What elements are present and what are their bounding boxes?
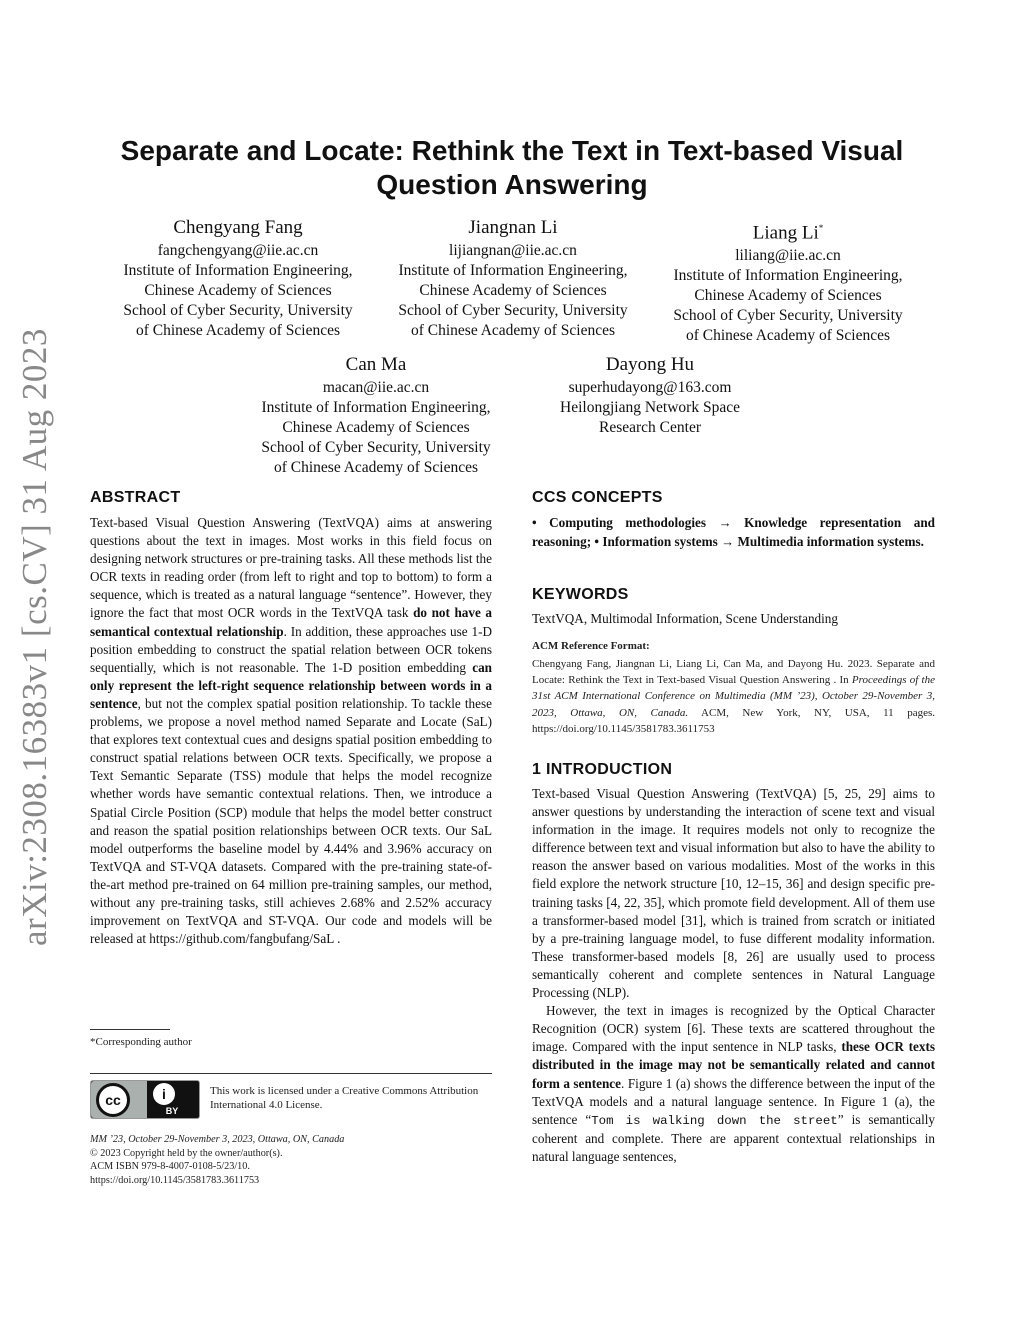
author-name-text: Liang Li xyxy=(752,222,819,244)
acm-ref-text: ACM, New York, NY, USA, 11 pages. https://doi.org/10.1145/3581783.3611753 xyxy=(532,706,936,735)
acm-ref-heading: ACM Reference Format: xyxy=(532,640,650,652)
author-affiliation: School of Cyber Security, University xyxy=(398,302,628,319)
footnote: *Corresponding author xyxy=(90,1036,192,1048)
author-affiliation: Chinese Academy of Sciences xyxy=(419,282,607,299)
intro-text: ” is semantically coherent and complete. There are apparent contextual relationships in natural language sentences, xyxy=(532,1111,935,1164)
cc-icon: cc xyxy=(96,1083,130,1117)
author-affiliation: Chinese Academy of Sciences xyxy=(282,419,470,436)
author-name: Can Ma xyxy=(345,354,407,375)
author-block xyxy=(98,216,378,341)
author-affiliation: of Chinese Academy of Sciences xyxy=(273,459,479,476)
author-email[interactable]: superhudayong@163.com xyxy=(568,379,732,396)
author-affiliation: of Chinese Academy of Sciences xyxy=(685,327,891,345)
author-affiliation: Institute of Information Engineering, xyxy=(673,267,903,285)
footnote-rule xyxy=(90,1029,170,1030)
keywords-heading: KEYWORDS xyxy=(532,586,629,603)
acm-reference xyxy=(532,656,935,737)
author-affiliation: Chinese Academy of Sciences xyxy=(694,287,882,305)
by-label: BY xyxy=(165,1106,179,1116)
abstract-text: , but not the complex spatial position relationship. To tackle these problems, we propose a novel method named Separate and Locate (SaL) that explores text contextual cues and designs spatial position embedding to construct spatial relations between OCR texts. Specifically, we propose a Text Semantic Separate (TSS) module that helps the model recognize whether words have semantic contextual relations. Then, we introduce a Spatial Circle Position (SCP) module that helps the model better construct and reason the spatial position relationships between OCR texts. Our SaL model outperforms the baseline model by 4.44% and 3.96% accuracy on TextVQA and ST-VQA datasets. Compared with the pre-training state-of-the-art method pre-trained on 64 million pre-training samples, our method, without any pre-training tasks, still achieves 2.68% and 2.52% accuracy improvement on TextVQA and ST-VQA. Our code and models will be released at https://github.com/fangbufang/SaL . xyxy=(90,695,492,947)
doi-link[interactable]: https://doi.org/10.1145/3581783.3611753 xyxy=(90,1174,260,1186)
author-email[interactable]: macan@iie.ac.cn xyxy=(322,379,430,396)
author-affiliation: School of Cyber Security, University xyxy=(123,302,353,319)
copyright-line: © 2023 Copyright held by the owner/author(s). xyxy=(90,1147,283,1159)
attribution-person-icon: i xyxy=(153,1083,175,1105)
author-affiliation: of Chinese Academy of Sciences xyxy=(135,322,341,339)
arxiv-stamp: arXiv:2308.16383v1 [cs.CV] 31 Aug 2023 xyxy=(15,328,54,946)
intro-paragraph xyxy=(532,1002,935,1166)
abstract-paragraph xyxy=(90,514,492,948)
author-block xyxy=(236,353,516,478)
intro-heading: 1 INTRODUCTION xyxy=(532,761,673,778)
ccs-concepts: • Computing methodologies → Knowledge representation and reasoning; • Information systems → Multimedia information systems. xyxy=(532,515,935,549)
isbn-line: ACM ISBN 979-8-4007-0108-5/23/10. xyxy=(90,1161,250,1173)
license-rule xyxy=(90,1073,492,1074)
author-email[interactable]: fangchengyang@iie.ac.cn xyxy=(157,242,319,259)
author-affiliation: School of Cyber Security, University xyxy=(673,307,903,325)
abstract-body xyxy=(90,514,492,948)
intro-text: However, the text in images is recognized by the Optical Character Recognition (OCR) system [6]. These texts are scattered throughout the image. Compared with the input sentence in NLP tasks, xyxy=(532,1003,935,1055)
venue-info xyxy=(90,1133,492,1187)
author-block xyxy=(648,216,928,346)
author-email[interactable]: liliang@iie.ac.cn xyxy=(735,247,841,265)
acm-ref-proceedings: Proceedings of the 31st ACM International Conference on Multimedia (MM ’23), October 29-November 3, 2023, Ottawa, ON, Canada. xyxy=(532,674,935,719)
intro-text: . Figure 1 (a) shows the difference between the input of the TextVQA models and a natural language sentence. In Figure 1 (a), the sentence “ xyxy=(532,1075,935,1127)
author-name: Chengyang Fang xyxy=(173,217,303,238)
author-name xyxy=(648,216,928,245)
intro-example-sentence: Tom is walking down the street xyxy=(591,1113,838,1128)
author-affiliation: Institute of Information Engineering, xyxy=(398,262,628,279)
keywords-text: TextVQA, Multimodal Information, Scene Understanding xyxy=(532,611,838,626)
author-block xyxy=(373,216,653,341)
intro-emphasis: these OCR texts distributed in the image may not be semantically related and cannot form a sentence xyxy=(532,1039,935,1091)
ccs-heading: CCS CONCEPTS xyxy=(532,489,663,506)
author-affiliation: Institute of Information Engineering, xyxy=(123,262,353,279)
author-affiliation: of Chinese Academy of Sciences xyxy=(410,322,616,339)
intro-paragraph: Text-based Visual Question Answering (TextVQA) [5, 25, 29] aims to answer questions by understanding the interaction of scene text and visual information in the image. It requires models not only to recognize the difference between text and visual information but also to have the ability to reason the answer based on various modalities. Most of the works in this field explore the network structure [10, 12–15, 36] and design specific pre-training tasks [4, 22, 35], which promote field development. All of them use a transformer-based model [31], which is trained from scratch or initiated by a pre-training language model, to fuse different modality information. These transformer-based models [8, 26] are usually used to process semantically coherent and complete sentences in Natural Language Processing (NLP). xyxy=(532,786,935,1001)
abstract-emphasis: can only represent the left-right sequence relationship between words in a sentence xyxy=(90,659,492,711)
author-name: Dayong Hu xyxy=(605,354,695,375)
author-affiliation: Chinese Academy of Sciences xyxy=(144,282,332,299)
author-affiliation: School of Cyber Security, University xyxy=(261,439,491,456)
author-email[interactable]: lijiangnan@iie.ac.cn xyxy=(449,242,577,259)
author-affiliation: Research Center xyxy=(599,419,701,436)
cc-by-badge[interactable] xyxy=(90,1080,200,1119)
author-affiliation: Heilongjiang Network Space xyxy=(560,399,740,416)
acm-ref-text: Chengyang Fang, Jiangnan Li, Liang Li, Can Ma, and Dayong Hu. 2023. Separate and Locate: Rethink the Text in Text-based Visual Question Answering . In xyxy=(532,658,935,687)
abstract-text: . In addition, these approaches use 1-D position embedding to construct the spatial relation between OCR tokens sequentially, which is not reasonable. The 1-D position embedding xyxy=(90,623,493,675)
corresponding-mark: * xyxy=(818,223,824,233)
author-block xyxy=(510,353,790,438)
author-affiliation: Institute of Information Engineering, xyxy=(261,399,491,416)
abstract-heading: ABSTRACT xyxy=(90,489,181,506)
venue-line: MM ’23, October 29-November 3, 2023, Ottawa, ON, Canada xyxy=(90,1134,345,1145)
intro-body xyxy=(532,785,935,1166)
abstract-text: Text-based Visual Question Answering (TextVQA) aims at answering questions about the text in images. Most works in this field focus on designing network structures or pre-training tasks. All these methods list the OCR texts in reading order (from left to right and top to bottom) to form a sequence, which is treated as a natural language “sentence”. However, they ignore the fact that most OCR words in the TextVQA task xyxy=(90,515,492,621)
license-text: This work is licensed under a Creative Commons Attribution International 4.0 License. xyxy=(210,1085,479,1111)
abstract-emphasis: do not have a semantical contextual relationship xyxy=(90,605,493,639)
author-name: Jiangnan Li xyxy=(468,217,558,238)
paper-title: Separate and Locate: Rethink the Text in Text-based Visual Question Answering xyxy=(120,135,904,200)
